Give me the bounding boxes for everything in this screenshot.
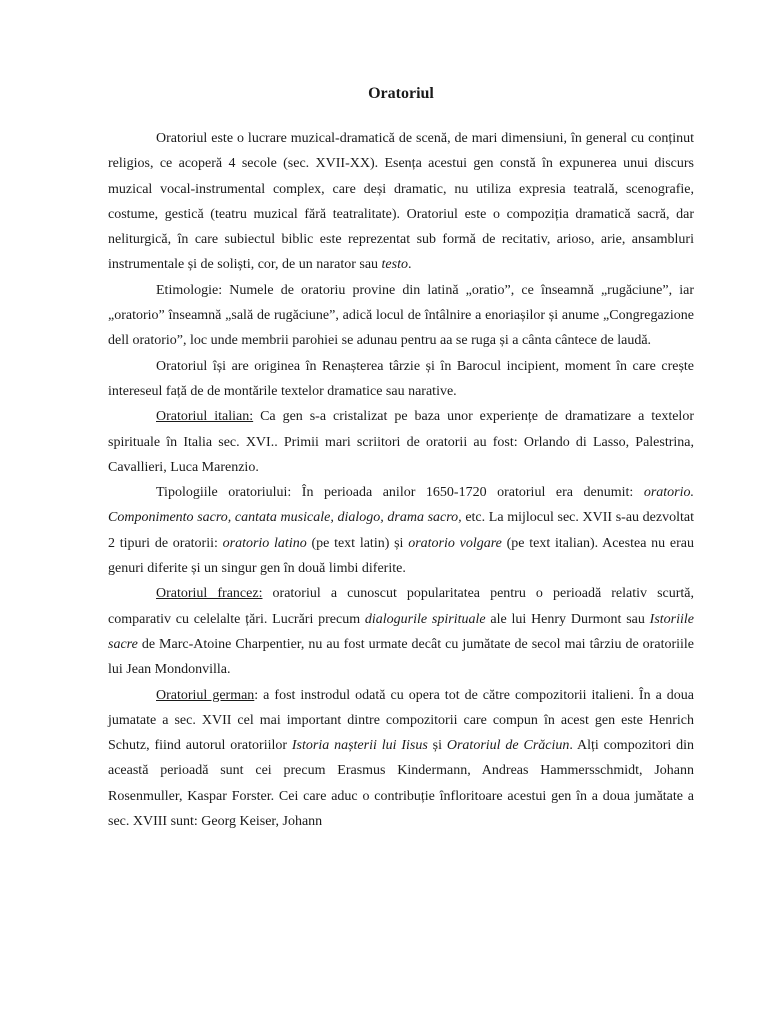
german-text-c: și bbox=[427, 738, 447, 754]
german-text-e: . Alți compozitori din această perioadă sunt cei precum Erasmus Kindermann, Andreas Hammersschmidt, Johann Rosenmuller, Kaspar Forster. Cei care aduc o contribuție înfloritoare acestui gen în a doua jumătate a sec. XVIII sunt: Georg Keiser, Johann bbox=[108, 738, 694, 830]
page-title: Oratoriul bbox=[368, 85, 434, 102]
istoria-title: Istoria nașterii lui Iisus bbox=[291, 738, 428, 754]
german-text-a: : a fost instrodul odată cu opera tot de către compozitorii italieni. În a doua jumatate a sec. XVII cel mai important dintre compozitorii care compun în acest gen este Henrich Schutz, fiind autorul oratoriilor bbox=[108, 687, 694, 754]
french-text-a: oratoriul a cunoscut popularitatea pentru o perioadă relativ scurtă, comparativ cu celelalte țări. Lucrări precum bbox=[108, 586, 694, 627]
section-heading-german: Oratoriul german bbox=[156, 687, 255, 703]
oratorio-latino-term: oratorio latino bbox=[222, 535, 307, 551]
paragraph-etymology: Etimologie: Numele de oratoriu provine din latină „oratio”, ce înseamnă „rugăciune”, iar „oratorio” înseamnă „sală de rugăciune”, adică locul de întâlnire a enoriașilor și anume „Congregazione dell oratorio”, loc unde membrii parohiei se adunau pentru aa se ruga și a cânta cântece de laudă. bbox=[108, 282, 694, 349]
typology-text-e: (pe text latin) și bbox=[306, 535, 409, 551]
typology-text-g: (pe text italian). Acestea nu erau genuri diferite și un singur gen în două limbi diferite. bbox=[108, 535, 694, 577]
definition-end: . bbox=[408, 257, 412, 273]
istoriile-title: Istoriile sacre bbox=[108, 611, 694, 652]
paragraph-definition bbox=[108, 126, 694, 278]
oratorio-volgare-term: oratorio volgare bbox=[408, 535, 502, 551]
paragraph-typology bbox=[108, 480, 694, 581]
paragraph-german-oratorio bbox=[108, 683, 694, 835]
oratoriul-craciun-title: Oratoriul de Crăciun bbox=[446, 738, 570, 754]
french-text-e: de Marc-Atoine Charpentier, nu au fost urmate decât cu jumătate de secol mai târziu de oratoriile lui Jean Mondonvilla. bbox=[108, 636, 694, 678]
typology-text-a: Tipologiile oratoriului: În perioada anilor 1650-1720 oratoriul era denumit: bbox=[156, 485, 644, 501]
paragraph-origin: Oratoriul își are originea în Renașterea târzie și în Barocul incipient, moment în care crește intereseul față de de montările textelor dramatice sau narative. bbox=[108, 358, 694, 399]
paragraph-french-oratorio bbox=[108, 581, 694, 682]
paragraph-italian-oratorio bbox=[108, 404, 694, 480]
testo-term: testo bbox=[381, 257, 408, 273]
section-heading-italian: Oratoriul italian: bbox=[156, 409, 254, 425]
definition-text: Oratoriul este o lucrare muzical-dramatică de scenă, de mari dimensiuni, în general cu conținut religios, ce acoperă 4 secole (sec. XVII-XX). Esența acestui gen constă în expunerea unui discurs muzical vocal-instrumental complex, care deși dramatic, nu utiliza expresia teatrală, scenografie, costume, gestică (teatru muzical fără teatralitate). Oratoriul este o compoziția dramatică sacră, dar neliturgică, în care subiectul biblic este reprezentat sub formă de recitativ, arioso, arie, ansambluri instrumentale și de soliști, cor, de un narator sau bbox=[108, 131, 694, 273]
typology-terms: oratorio. Componimento sacro, cantata musicale, dialogo, drama sacro, bbox=[108, 485, 694, 526]
french-text-c: ale lui Henry Durmont sau bbox=[485, 611, 650, 627]
section-heading-french: Oratoriul francez: bbox=[156, 586, 263, 602]
italian-text: Ca gen s-a cristalizat pe baza unor experiențe de dramatizare a textelor spirituale în Italia sec. XVI.. Primii mari scriitori de oratorii au fost: Orlando di Lasso, Palestrina, Cavallieri, Luca Marenzio. bbox=[108, 409, 694, 475]
typology-text-c: etc. La mijlocul sec. XVII s-au dezvoltat 2 tipuri de oratorii: bbox=[108, 510, 694, 551]
dialogurile-title: dialogurile spirituale bbox=[364, 611, 486, 627]
document-page bbox=[108, 84, 694, 834]
